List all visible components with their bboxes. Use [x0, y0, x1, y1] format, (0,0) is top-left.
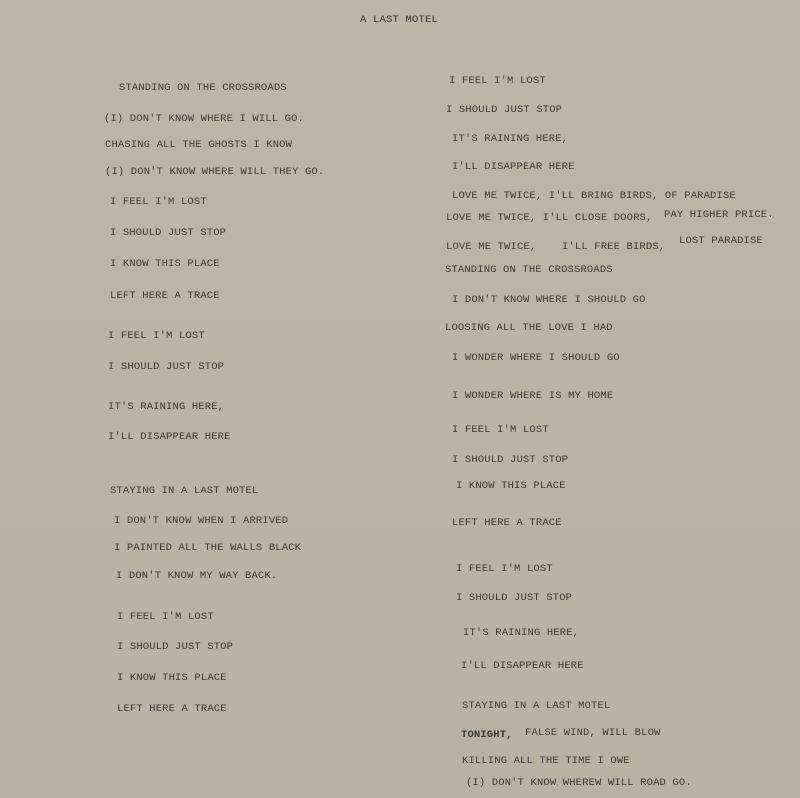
right-line: LOVE ME TWICE, I'LL CLOSE DOORS,	[446, 212, 653, 224]
right-line: I WONDER WHERE IS MY HOME	[452, 390, 614, 402]
left-line: (I) DON'T KNOW WHERE I WILL GO.	[104, 113, 304, 125]
left-line: I DON'T KNOW WHEN I ARRIVED	[114, 515, 289, 527]
right-line: I WONDER WHERE I SHOULD GO	[452, 352, 620, 364]
right-line: LOVE ME TWICE,	[446, 241, 537, 253]
right-line: LOVE ME TWICE, I'LL BRING BIRDS, OF PARADISE	[452, 190, 736, 202]
left-line: CHASING ALL THE GHOSTS I KNOW	[105, 139, 293, 151]
right-line: I SHOULD JUST STOP	[452, 454, 569, 466]
left-line: STAYING IN A LAST MOTEL	[110, 485, 259, 497]
right-line: STANDING ON THE CROSSROADS	[445, 264, 613, 276]
right-line: I'LL FREE BIRDS,	[562, 241, 666, 253]
right-line: STAYING IN A LAST MOTEL	[462, 700, 611, 712]
left-line: I SHOULD JUST STOP	[110, 227, 227, 239]
right-line: I FEEL I'M LOST	[456, 563, 553, 575]
left-line: I KNOW THIS PLACE	[110, 258, 220, 270]
right-line: I'LL DISAPPEAR HERE	[452, 161, 575, 173]
page-title: A LAST MOTEL	[360, 14, 439, 26]
right-line: LOST PARADISE	[679, 235, 763, 247]
left-line: LEFT HERE A TRACE	[117, 703, 227, 715]
left-line: I FEEL I'M LOST	[110, 196, 207, 208]
left-line: LEFT HERE A TRACE	[110, 290, 220, 302]
left-line: I PAINTED ALL THE WALLS BLACK	[114, 542, 302, 554]
left-line: I SHOULD JUST STOP	[108, 361, 225, 373]
left-line: I FEEL I'M LOST	[108, 330, 205, 342]
right-line: I KNOW THIS PLACE	[456, 480, 566, 492]
right-line: I FEEL I'M LOST	[449, 75, 546, 87]
right-line: LOOSING ALL THE LOVE I HAD	[445, 322, 613, 334]
left-line: I KNOW THIS PLACE	[117, 672, 227, 684]
left-line: I'LL DISAPPEAR HERE	[108, 431, 231, 443]
right-line: I SHOULD JUST STOP	[456, 592, 573, 604]
right-line: I DON'T KNOW WHERE I SHOULD GO	[452, 294, 646, 306]
right-line: KILLING ALL THE TIME I OWE	[462, 755, 630, 767]
right-line: IT'S RAINING HERE,	[463, 627, 580, 639]
left-line: I FEEL I'M LOST	[117, 611, 214, 623]
right-line: IT'S RAINING HERE,	[452, 133, 569, 145]
right-line: LEFT HERE A TRACE	[452, 517, 562, 529]
left-line: (I) DON'T KNOW WHERE WILL THEY GO.	[105, 166, 325, 178]
right-line: I'LL DISAPPEAR HERE	[461, 660, 584, 672]
right-line: TONIGHT,	[461, 729, 513, 741]
left-line: IT'S RAINING HERE,	[108, 401, 225, 413]
right-line: FALSE WIND, WILL BLOW	[525, 727, 661, 739]
right-line: I FEEL I'M LOST	[452, 424, 549, 436]
left-line: I SHOULD JUST STOP	[117, 641, 234, 653]
left-line: I DON'T KNOW MY WAY BACK.	[116, 570, 278, 582]
right-line: (I) DON'T KNOW WHEREW WILL ROAD GO.	[466, 777, 692, 789]
right-line: PAY HIGHER PRICE.	[664, 209, 774, 221]
left-line: STANDING ON THE CROSSROADS	[119, 82, 287, 94]
right-line: I SHOULD JUST STOP	[446, 104, 563, 116]
